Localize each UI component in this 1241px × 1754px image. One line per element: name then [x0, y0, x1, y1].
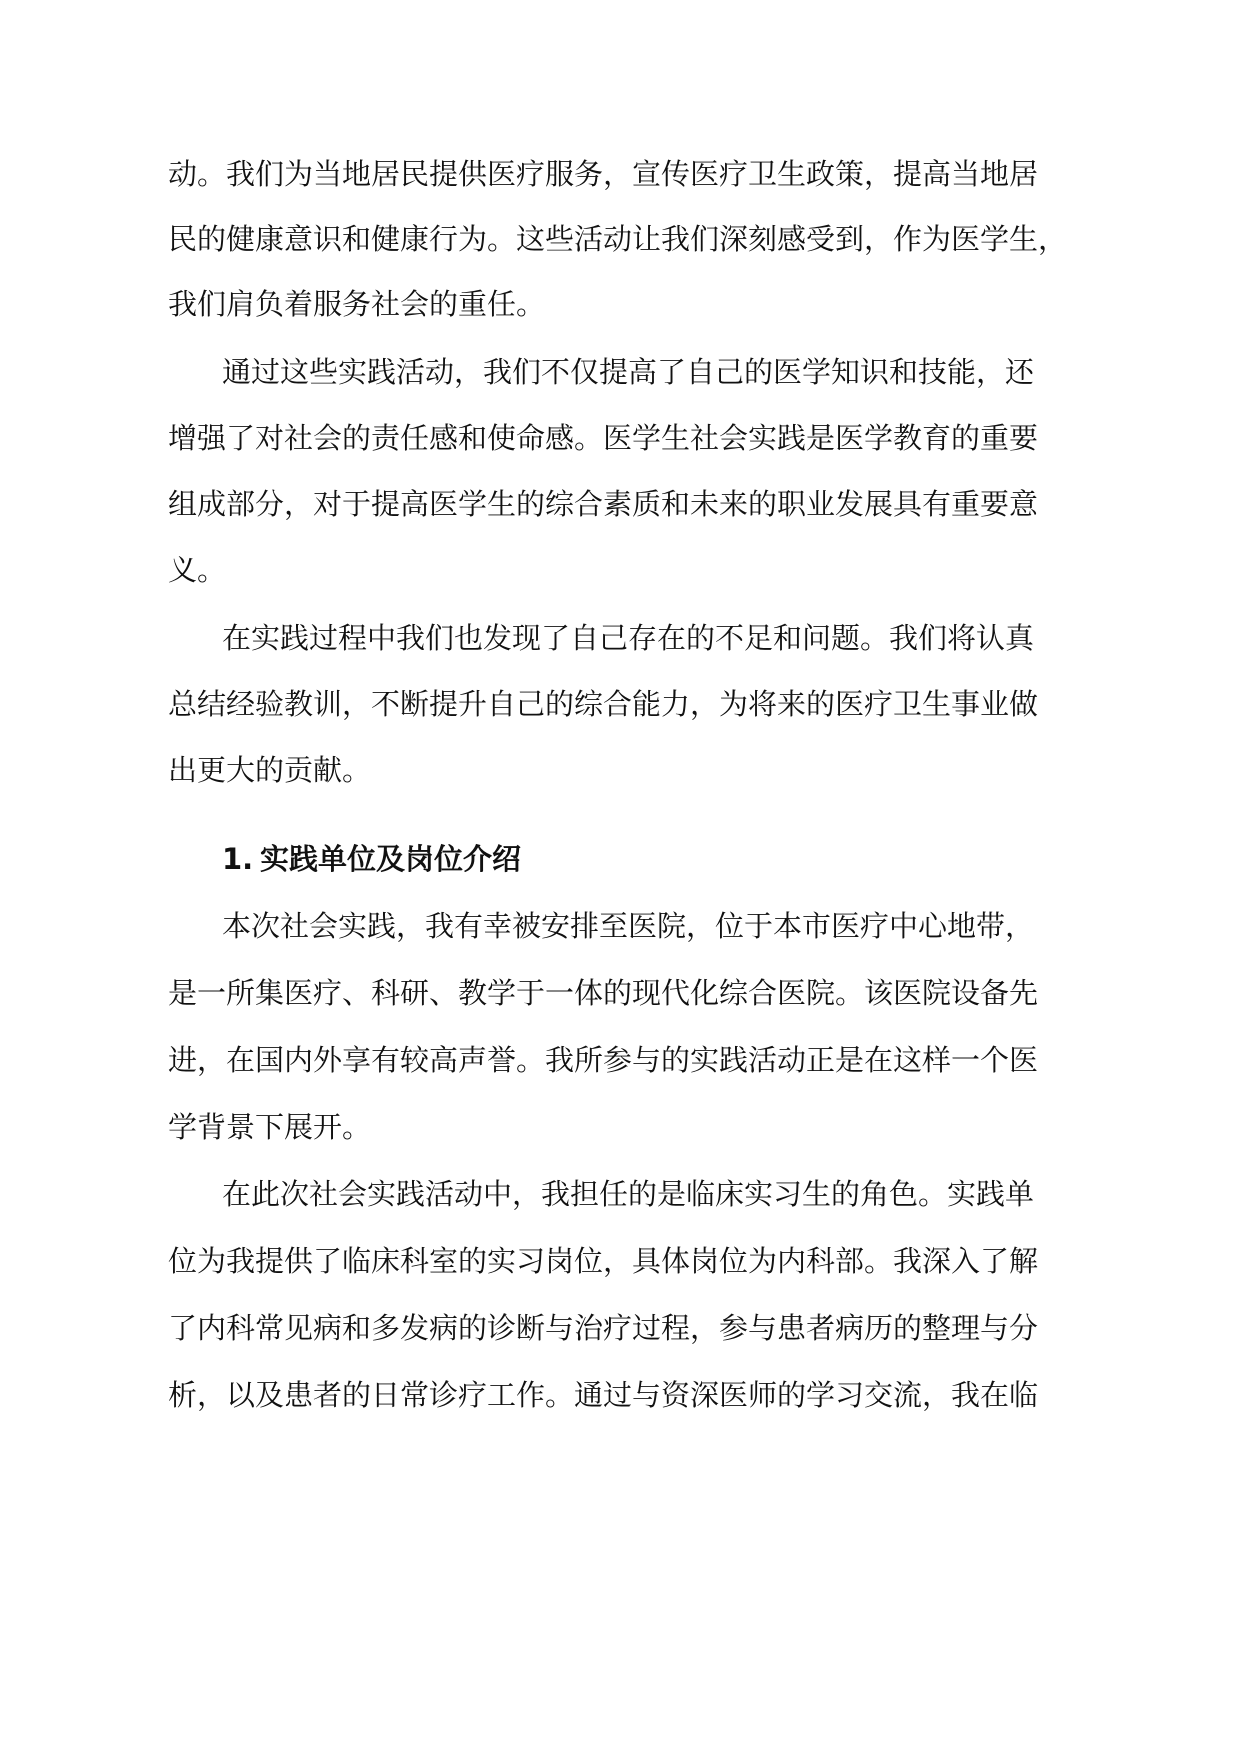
section-paragraph-1-line-1	[0, 900, 1241, 952]
text-line: 动。我们为当地居民提供医疗服务，宣传医疗卫生政策，提高当地居	[168, 157, 1039, 191]
text-line: 学背景下展开。	[168, 1110, 372, 1144]
section-paragraph-2-line-4	[0, 1369, 1241, 1421]
text-line: 民的健康意识和健康行为。这些活动让我们深刻感受到，作为医学生，	[168, 222, 1068, 256]
text-line: 位为我提供了临床科室的实习岗位，具体岗位为内科部。我深入了解	[168, 1244, 1039, 1278]
text-line: 总结经验教训，不断提升自己的综合能力，为将来的医疗卫生事业做	[168, 687, 1039, 721]
section-paragraph-2-line-1	[0, 1168, 1241, 1220]
paragraph-3-line-2	[0, 678, 1241, 730]
section-paragraph-1-line-3	[0, 1034, 1241, 1086]
text-line: 我们肩负着服务社会的重任。	[168, 287, 546, 321]
paragraph-3-line-1	[0, 612, 1241, 664]
section-heading	[0, 833, 1241, 885]
section-paragraph-1-line-4	[0, 1101, 1241, 1153]
paragraph-3-line-3	[0, 744, 1241, 796]
paragraph-1-line-3	[0, 278, 1241, 330]
paragraph-1-line-2	[0, 213, 1241, 265]
text-line: 在实践过程中我们也发现了自己存在的不足和问题。我们将认真	[222, 621, 1035, 655]
text-line: 本次社会实践，我有幸被安排至医院，位于本市医疗中心地带，	[222, 909, 1035, 943]
text-line: 析，以及患者的日常诊疗工作。通过与资深医师的学习交流，我在临	[168, 1378, 1039, 1412]
text-line: 进，在国内外享有较高声誉。我所参与的实践活动正是在这样一个医	[168, 1043, 1039, 1077]
paragraph-2-line-3	[0, 478, 1241, 530]
text-line: 通过这些实践活动，我们不仅提高了自己的医学知识和技能，还	[222, 355, 1035, 389]
text-line: 出更大的贡献。	[168, 753, 372, 787]
section-number: 1.	[222, 842, 254, 876]
text-line: 在此次社会实践活动中，我担任的是临床实习生的角色。实践单	[222, 1177, 1035, 1211]
text-line: 增强了对社会的责任感和使命感。医学生社会实践是医学教育的重要	[168, 421, 1039, 455]
section-title: 实践单位及岗位介绍	[260, 842, 522, 876]
text-line: 了内科常见病和多发病的诊断与治疗过程，参与患者病历的整理与分	[168, 1311, 1039, 1345]
paragraph-2-line-2	[0, 412, 1241, 464]
text-line: 是一所集医疗、科研、教学于一体的现代化综合医院。该医院设备先	[168, 976, 1039, 1010]
paragraph-1-line-1	[0, 148, 1241, 200]
section-paragraph-1-line-2	[0, 967, 1241, 1019]
paragraph-2-line-4	[0, 544, 1241, 596]
text-line: 义。	[168, 553, 227, 587]
section-paragraph-2-line-3	[0, 1302, 1241, 1354]
text-line: 组成部分，对于提高医学生的综合素质和未来的职业发展具有重要意	[168, 487, 1039, 521]
paragraph-2-line-1	[0, 346, 1241, 398]
section-paragraph-2-line-2	[0, 1235, 1241, 1287]
